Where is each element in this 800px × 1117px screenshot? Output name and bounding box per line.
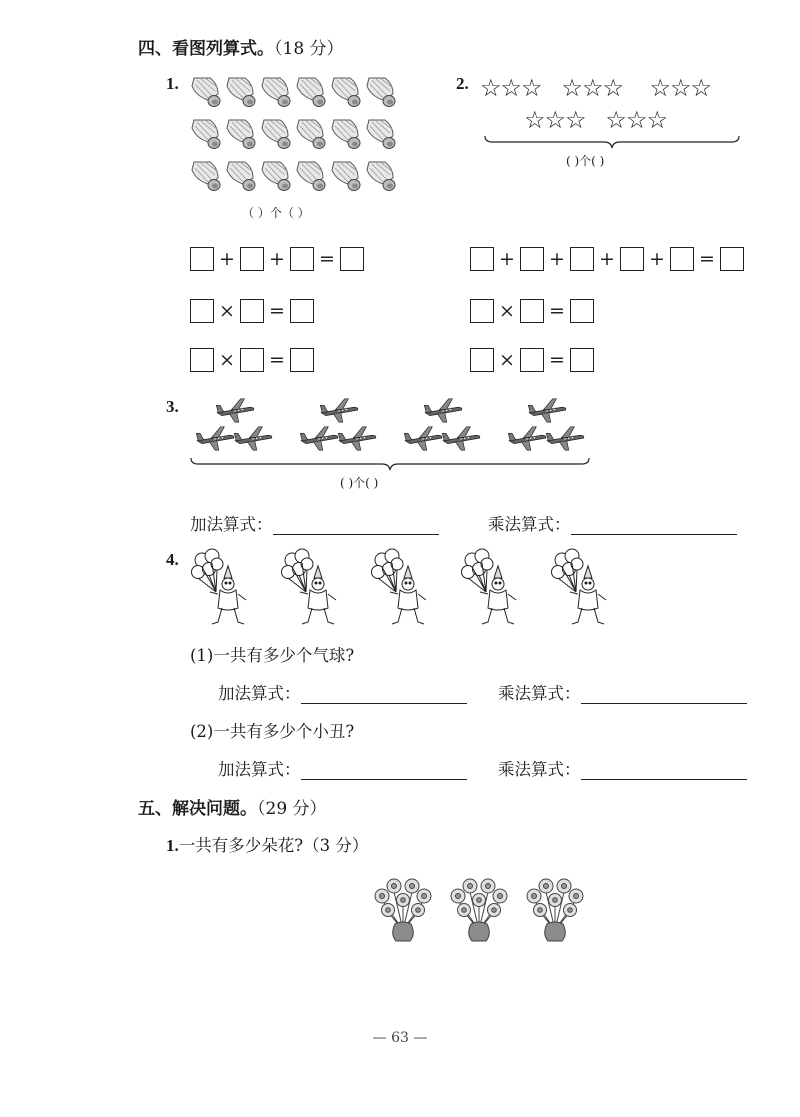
shuttlecock-icon bbox=[262, 162, 290, 191]
shuttlecock-icon bbox=[227, 120, 255, 149]
answer-box[interactable] bbox=[290, 247, 314, 271]
answer-box[interactable] bbox=[240, 299, 264, 323]
q2-stars-row-1: ☆☆☆ ☆☆☆ ☆☆☆ bbox=[480, 74, 712, 102]
clown-with-balloons-icon bbox=[552, 549, 607, 624]
airplane-icon bbox=[300, 427, 337, 450]
section-4-title: 四、看图列算式。（18 分） bbox=[138, 39, 344, 59]
q2-stars-row-2: ☆☆☆ ☆☆☆ bbox=[524, 106, 667, 134]
answer-box[interactable] bbox=[620, 247, 644, 271]
shuttlecock-icon bbox=[297, 162, 325, 191]
answer-box[interactable] bbox=[670, 247, 694, 271]
answer-box[interactable] bbox=[570, 348, 594, 372]
q4-sub-question-2: (2)一共有多少个小丑? bbox=[190, 722, 355, 741]
clown-with-balloons-icon bbox=[372, 549, 427, 624]
flower-vase-icon bbox=[368, 870, 592, 944]
q3-addition-formula: 加法算式： bbox=[190, 511, 439, 535]
answer-box[interactable] bbox=[470, 299, 494, 323]
addition-answer-line[interactable] bbox=[301, 761, 467, 780]
q2-addition-equation: + + + + = bbox=[470, 247, 744, 271]
shuttlecock-icon bbox=[367, 78, 395, 107]
q3-brace bbox=[190, 456, 590, 472]
shuttlecock-icon bbox=[367, 162, 395, 191]
airplane-icon bbox=[234, 427, 271, 450]
answer-box[interactable] bbox=[470, 247, 494, 271]
airplane-icon bbox=[196, 427, 233, 450]
q2-number: 2. bbox=[456, 74, 469, 93]
shuttlecock-icon bbox=[227, 78, 255, 107]
airplane-icon bbox=[546, 427, 583, 450]
shuttlecock-icon bbox=[192, 162, 220, 191]
q1-number: 1. bbox=[166, 74, 179, 93]
airplane-icon bbox=[338, 427, 375, 450]
flower-vase-icon bbox=[375, 879, 431, 941]
q4-2-addition-formula: 加法算式： bbox=[218, 756, 467, 780]
q3-number: 3. bbox=[166, 397, 179, 416]
airplane-icon bbox=[320, 399, 357, 422]
clown-with-balloons-icon bbox=[282, 549, 337, 624]
answer-box[interactable] bbox=[290, 299, 314, 323]
s5-q1: 1.一共有多少朵花?（3 分） bbox=[166, 836, 369, 855]
addition-answer-line[interactable] bbox=[273, 516, 439, 535]
q1-shuttlecock-grid bbox=[188, 74, 404, 200]
q4-sub-question-1: (1)一共有多少个气球? bbox=[190, 646, 355, 665]
shuttlecock-icon bbox=[188, 74, 404, 200]
q4-1-multiplication-formula: 乘法算式： bbox=[498, 680, 747, 704]
shuttlecock-icon bbox=[332, 120, 360, 149]
q3-caption: ( )个( ) bbox=[340, 476, 379, 490]
q4-1-addition-formula: 加法算式： bbox=[218, 680, 467, 704]
multiplication-answer-line[interactable] bbox=[581, 685, 747, 704]
shuttlecock-icon bbox=[262, 78, 290, 107]
q4-number: 4. bbox=[166, 550, 179, 569]
q2-multiplication-equation-2: × = bbox=[470, 348, 594, 372]
airplane-icon bbox=[424, 399, 461, 422]
section-5-title: 五、解决问题。（29 分） bbox=[138, 799, 327, 819]
airplane-icon bbox=[216, 399, 253, 422]
answer-box[interactable] bbox=[520, 247, 544, 271]
shuttlecock-icon bbox=[262, 120, 290, 149]
clown-with-balloons-icon bbox=[188, 548, 618, 628]
shuttlecock-icon bbox=[332, 162, 360, 191]
q1-multiplication-equation-1: × = bbox=[190, 299, 314, 323]
airplane-icon bbox=[404, 427, 441, 450]
answer-box[interactable] bbox=[240, 247, 264, 271]
q3-multiplication-formula: 乘法算式： bbox=[488, 511, 737, 535]
answer-box[interactable] bbox=[470, 348, 494, 372]
q1-multiplication-equation-2: × = bbox=[190, 348, 314, 372]
answer-box[interactable] bbox=[190, 247, 214, 271]
q1-addition-equation: + + = bbox=[190, 247, 364, 271]
answer-box[interactable] bbox=[190, 299, 214, 323]
q2-brace bbox=[484, 134, 740, 150]
multiplication-answer-line[interactable] bbox=[581, 761, 747, 780]
answer-box[interactable] bbox=[520, 299, 544, 323]
answer-box[interactable] bbox=[290, 348, 314, 372]
shuttlecock-icon bbox=[367, 120, 395, 149]
multiplication-answer-line[interactable] bbox=[571, 516, 737, 535]
flower-vase-icon bbox=[451, 879, 507, 941]
flower-vase-icon bbox=[527, 879, 583, 941]
addition-answer-line[interactable] bbox=[301, 685, 467, 704]
answer-box[interactable] bbox=[520, 348, 544, 372]
airplane-icon bbox=[528, 399, 565, 422]
answer-box[interactable] bbox=[570, 299, 594, 323]
airplane-icon bbox=[508, 427, 545, 450]
q2-caption: ( )个( ) bbox=[566, 154, 605, 168]
shuttlecock-icon bbox=[227, 162, 255, 191]
answer-box[interactable] bbox=[190, 348, 214, 372]
clown-with-balloons-icon bbox=[192, 549, 247, 624]
answer-box[interactable] bbox=[720, 247, 744, 271]
shuttlecock-icon bbox=[192, 120, 220, 149]
page-number: — 63 — bbox=[372, 1030, 428, 1046]
clown-with-balloons-icon bbox=[462, 549, 517, 624]
q4-2-multiplication-formula: 乘法算式： bbox=[498, 756, 747, 780]
airplane-icon bbox=[442, 427, 479, 450]
shuttlecock-icon bbox=[332, 78, 360, 107]
shuttlecock-icon bbox=[297, 78, 325, 107]
answer-box[interactable] bbox=[570, 247, 594, 271]
shuttlecock-icon bbox=[297, 120, 325, 149]
q2-multiplication-equation-1: × = bbox=[470, 299, 594, 323]
airplane-icon bbox=[192, 394, 592, 456]
answer-box[interactable] bbox=[240, 348, 264, 372]
shuttlecock-icon bbox=[192, 78, 220, 107]
answer-box[interactable] bbox=[340, 247, 364, 271]
q1-caption: （ ）个（ ） bbox=[242, 206, 310, 220]
